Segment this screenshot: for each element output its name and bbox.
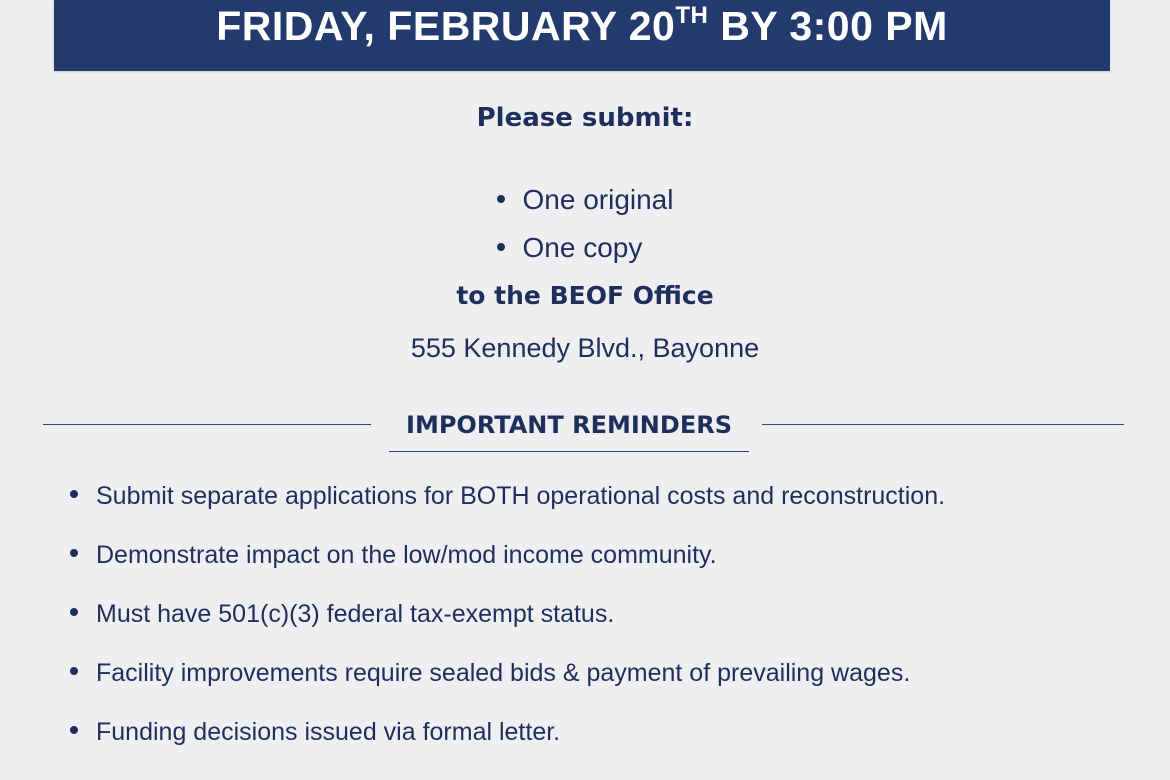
bullet-icon	[70, 490, 78, 498]
reminder-separate-applications: Submit separate applications for BOTH operational costs and reconstruction.	[96, 482, 946, 510]
list-item	[70, 534, 1130, 593]
office-address: 555 Kennedy Blvd., Bayonne	[410, 333, 760, 363]
deadline-time: BY 3:00 PM	[708, 2, 948, 49]
deadline-text	[216, 2, 948, 50]
reminders-heading: IMPORTANT REMINDERS	[406, 411, 732, 439]
bullet-icon	[70, 726, 78, 734]
bullet-icon	[497, 243, 505, 251]
bullet-icon	[70, 549, 78, 557]
divider-right	[762, 424, 1124, 425]
deadline-banner	[54, 0, 1110, 71]
reminder-funding-letter: Funding decisions issued via formal letter.	[96, 718, 561, 746]
reminder-tax-exempt: Must have 501(c)(3) federal tax-exempt status.	[96, 600, 615, 628]
office-title: to the BEOF Office	[456, 281, 714, 310]
deadline-date: FRIDAY, FEBRUARY 20	[216, 2, 676, 49]
reminders-heading-underline	[389, 451, 749, 452]
bullet-icon	[70, 667, 78, 675]
list-item	[497, 176, 674, 224]
reminder-sealed-bids: Facility improvements require sealed bids & payment of prevailing wages.	[96, 659, 911, 687]
list-item	[497, 224, 674, 272]
list-item	[70, 475, 1130, 534]
list-item	[70, 711, 1130, 770]
submit-heading: Please submit:	[476, 103, 694, 133]
submit-list	[497, 176, 674, 272]
submit-section	[0, 98, 1170, 272]
list-item	[70, 593, 1130, 652]
list-item	[70, 652, 1130, 711]
bullet-icon	[70, 608, 78, 616]
submit-item-original: One original	[522, 184, 674, 215]
submit-item-copy: One copy	[522, 232, 643, 263]
reminders-list	[70, 475, 1130, 770]
deadline-date-suffix: TH	[675, 1, 709, 29]
divider-left	[43, 424, 371, 425]
bullet-icon	[497, 195, 505, 203]
reminder-community-impact: Demonstrate impact on the low/mod income community.	[96, 541, 717, 569]
